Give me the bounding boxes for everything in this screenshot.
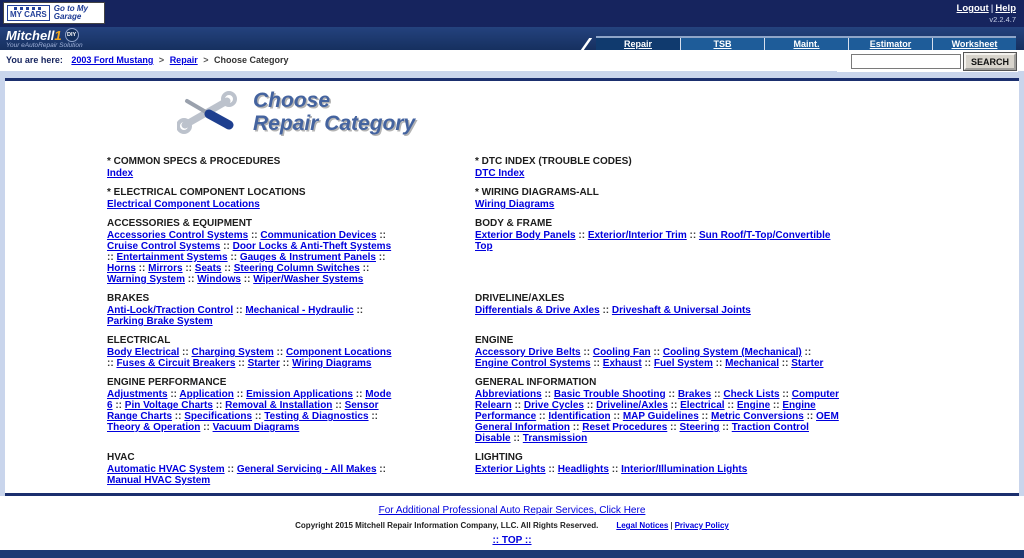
nav-tabs-wrap <box>578 36 1016 50</box>
link-separator: :: <box>590 358 603 369</box>
category-section <box>475 293 847 335</box>
link-separator: :: <box>221 263 234 274</box>
category-link[interactable]: Differentials & Drive Axles <box>475 305 600 316</box>
search-input[interactable] <box>851 54 961 69</box>
link-separator: :: <box>665 389 678 400</box>
category-link[interactable]: Application <box>179 389 234 400</box>
category-section <box>475 452 847 494</box>
top-links-separator: | <box>990 3 994 14</box>
footer-links-separator: | <box>670 521 673 530</box>
breadcrumb-prefix: You are here: <box>6 55 63 65</box>
link-separator: :: <box>279 358 293 369</box>
category-link[interactable]: Check Lists <box>723 389 780 400</box>
category-link[interactable]: Warning System <box>107 274 185 285</box>
category-link[interactable]: Reset Procedures <box>582 422 668 433</box>
nav-tabs <box>596 36 1016 50</box>
category-section <box>107 293 475 335</box>
link-separator: :: <box>352 389 366 400</box>
tab-slash-decoration <box>574 38 592 50</box>
category-section <box>475 377 847 452</box>
category-heading: HVAC <box>107 452 135 463</box>
category-links <box>107 347 397 369</box>
link-separator: :: <box>712 358 726 369</box>
category-link[interactable]: Identification <box>548 411 611 422</box>
link-separator: :: <box>252 411 265 422</box>
category-link[interactable]: Driveshaft & Universal Joints <box>611 305 751 316</box>
category-section <box>107 187 475 218</box>
category-link[interactable]: Communication Devices <box>260 230 377 241</box>
category-row <box>107 218 847 293</box>
page-title-line1: Choose <box>253 89 331 112</box>
link-separator: :: <box>332 400 345 411</box>
link-separator: :: <box>608 464 622 475</box>
link-separator: :: <box>107 358 117 369</box>
link-separator: :: <box>233 305 246 316</box>
category-link[interactable]: Accessories Control Systems <box>107 230 249 241</box>
category-heading: BODY & FRAME <box>475 218 553 229</box>
link-separator: :: <box>610 411 623 422</box>
category-links <box>107 230 397 285</box>
link-separator: :: <box>650 347 663 358</box>
link-separator: :: <box>667 400 681 411</box>
search-box <box>837 51 1018 72</box>
category-link[interactable]: Charging System <box>191 347 274 358</box>
category-link[interactable]: Starter <box>791 358 824 369</box>
category-link[interactable]: Driveline/Axles <box>596 400 668 411</box>
category-link[interactable]: Vacuum Diagrams <box>212 422 300 433</box>
category-link[interactable]: Specifications <box>184 411 253 422</box>
link-separator: :: <box>224 464 237 475</box>
category-link[interactable]: Horns <box>107 263 136 274</box>
category-heading: * COMMON SPECS & PROCEDURES <box>107 156 281 167</box>
category-links <box>475 347 847 369</box>
category-link[interactable]: Computer Relearn <box>475 389 839 411</box>
category-link[interactable]: Headlights <box>557 464 609 475</box>
link-separator: :: <box>184 274 198 285</box>
category-links <box>475 305 847 316</box>
breadcrumb-current-page: Choose Category <box>214 55 289 65</box>
link-separator: :: <box>779 389 792 400</box>
category-link[interactable]: Electrical <box>680 400 725 411</box>
category-table <box>107 156 847 496</box>
tab-maint[interactable]: Maint. <box>764 38 848 50</box>
category-row <box>107 156 847 187</box>
link-separator: :: <box>182 263 195 274</box>
mitchell1-logo[interactable] <box>6 28 83 49</box>
breadcrumb-separator: > <box>203 55 209 65</box>
help-link[interactable]: Help <box>995 3 1016 14</box>
category-link[interactable]: Cooling System (Mechanical) <box>662 347 802 358</box>
category-link[interactable]: Body Electrical <box>107 347 180 358</box>
link-separator: :: <box>801 347 812 358</box>
category-link[interactable]: Abbreviations <box>475 389 542 400</box>
category-row <box>107 187 847 218</box>
link-separator: :: <box>167 389 180 400</box>
link-separator: :: <box>711 389 724 400</box>
category-link[interactable]: Accessory Drive Belts <box>475 347 581 358</box>
topbar-right <box>957 0 1024 24</box>
category-link[interactable]: Pin Voltage Charts <box>124 400 213 411</box>
category-heading: BRAKES <box>107 293 150 304</box>
category-heading: ENGINE PERFORMANCE <box>107 377 227 388</box>
link-separator: :: <box>686 230 699 241</box>
category-link[interactable]: General Servicing - All Makes <box>236 464 377 475</box>
category-link[interactable]: Mode 6 <box>107 389 392 411</box>
category-link[interactable]: Engine Control Systems <box>475 358 591 369</box>
category-link[interactable]: Transmission <box>522 433 588 444</box>
tab-estimator[interactable]: Estimator <box>848 38 932 50</box>
category-link[interactable]: Door Locks & Anti-Theft Systems <box>232 241 392 252</box>
page-header <box>177 89 1019 140</box>
category-link[interactable]: Theory & Operation <box>107 422 201 433</box>
category-table-body <box>107 156 847 496</box>
my-cars-plate-icon <box>7 5 50 21</box>
category-link[interactable]: Steering <box>679 422 720 433</box>
category-link[interactable]: Mechanical <box>725 358 779 369</box>
link-separator: :: <box>353 305 364 316</box>
breadcrumb-repair-link[interactable]: Repair <box>169 55 198 65</box>
category-link[interactable]: Emission Applications <box>246 389 353 400</box>
category-section <box>475 218 847 293</box>
link-separator: :: <box>770 400 783 411</box>
link-separator: :: <box>667 422 680 433</box>
category-links <box>475 168 847 179</box>
link-separator: :: <box>570 422 583 433</box>
link-separator: :: <box>698 411 711 422</box>
category-heading: * WIRING DIAGRAMS-ALL <box>475 187 599 198</box>
category-link[interactable]: DTC Index <box>475 168 525 179</box>
link-separator: :: <box>541 389 554 400</box>
category-link[interactable]: Traction Control Disable <box>475 422 809 444</box>
category-link[interactable]: Cruise Control Systems <box>107 241 221 252</box>
crossed-tools-icon <box>177 89 239 140</box>
category-link[interactable]: Sun Roof/T-Top/Convertible Top <box>475 230 831 252</box>
category-link[interactable]: Adjustments <box>107 389 168 400</box>
legal-notices-link[interactable]: Legal Notices <box>616 521 669 530</box>
bottom-bar <box>0 550 1024 558</box>
link-separator: :: <box>580 347 593 358</box>
category-link[interactable]: Wiring Diagrams <box>475 199 555 210</box>
category-link[interactable]: Basic Trouble Shooting <box>553 389 666 400</box>
category-links <box>475 389 847 444</box>
category-links <box>475 199 847 210</box>
link-separator: :: <box>599 305 612 316</box>
category-links <box>107 305 397 327</box>
category-links <box>107 199 397 210</box>
link-separator: :: <box>112 400 125 411</box>
category-link[interactable]: Fuses & Circuit Breakers <box>116 358 236 369</box>
category-link[interactable]: Engine <box>736 400 771 411</box>
top-link[interactable]: :: TOP :: <box>492 535 532 546</box>
link-separator: :: <box>803 411 817 422</box>
category-section <box>107 452 475 494</box>
category-link[interactable]: Starter <box>247 358 280 369</box>
category-link[interactable]: Interior/Illumination Lights <box>621 464 748 475</box>
search-button[interactable]: SEARCH <box>964 53 1016 70</box>
category-link[interactable]: MAP Guidelines <box>622 411 699 422</box>
link-separator: :: <box>510 433 523 444</box>
link-separator: :: <box>368 411 378 422</box>
category-link[interactable]: Wiper/Washer Systems <box>253 274 364 285</box>
category-link[interactable]: Exterior/Interior Trim <box>587 230 687 241</box>
link-separator: :: <box>172 411 185 422</box>
brand-name: Mitchell1 <box>6 27 62 43</box>
link-separator: :: <box>248 230 261 241</box>
category-section <box>475 335 847 377</box>
link-separator: :: <box>511 400 524 411</box>
link-separator: :: <box>273 347 286 358</box>
category-link[interactable]: Component Locations <box>285 347 392 358</box>
category-link[interactable]: Testing & Diagnostics <box>264 411 369 422</box>
category-row <box>107 377 847 452</box>
go-to-my-garage-label: Go to My Garage <box>53 3 88 21</box>
category-link[interactable]: Exterior Lights <box>475 464 546 475</box>
category-link[interactable]: Steering Column Switches <box>233 263 360 274</box>
category-heading: ELECTRICAL <box>107 335 171 346</box>
category-heading: GENERAL INFORMATION <box>475 377 597 388</box>
category-link[interactable]: Cooling Fan <box>592 347 651 358</box>
link-separator: :: <box>200 422 213 433</box>
link-separator: :: <box>135 263 149 274</box>
diy-badge: DIY <box>65 28 79 42</box>
category-link[interactable]: Sensor Range Charts <box>107 400 379 422</box>
category-section <box>107 377 475 452</box>
category-link[interactable]: Parking Brake System <box>107 316 213 327</box>
link-separator: :: <box>220 241 233 252</box>
category-link[interactable]: Engine Performance <box>475 400 816 422</box>
category-link[interactable]: Removal & Installation <box>225 400 333 411</box>
link-separator: :: <box>536 411 549 422</box>
top-bar <box>0 0 1024 27</box>
link-separator: :: <box>376 464 386 475</box>
category-link[interactable]: Mirrors <box>148 263 183 274</box>
go-to-my-garage-button[interactable] <box>3 2 105 24</box>
logout-link[interactable]: Logout <box>956 3 989 14</box>
category-links <box>107 464 397 486</box>
category-link[interactable]: Manual HVAC System <box>107 475 211 486</box>
main-panel <box>5 78 1019 496</box>
category-link[interactable]: OEM General Information <box>475 411 839 433</box>
brand-tagline: Your eAutoRepair Solution <box>6 42 83 49</box>
link-separator: :: <box>375 252 386 263</box>
category-link[interactable]: Wiring Diagrams <box>292 358 372 369</box>
category-links <box>475 464 847 475</box>
link-separator: :: <box>719 422 732 433</box>
category-heading: DRIVELINE/AXLES <box>475 293 565 304</box>
link-separator: :: <box>107 252 117 263</box>
link-separator: :: <box>227 252 240 263</box>
version-label: v2.2.4.7 <box>989 15 1016 24</box>
category-link[interactable]: Metric Conversions <box>710 411 804 422</box>
privacy-policy-link[interactable]: Privacy Policy <box>674 521 729 530</box>
category-links <box>475 230 847 252</box>
link-separator: :: <box>233 389 247 400</box>
category-heading: * DTC INDEX (TROUBLE CODES) <box>475 156 632 167</box>
page-title <box>253 89 415 135</box>
category-heading: * ELECTRICAL COMPONENT LOCATIONS <box>107 187 306 198</box>
link-separator: :: <box>212 400 226 411</box>
link-separator: :: <box>724 400 737 411</box>
logo-bar <box>0 27 1024 50</box>
category-heading: ENGINE <box>475 335 514 346</box>
category-row <box>107 293 847 335</box>
category-link[interactable]: Brakes <box>677 389 712 400</box>
category-section <box>475 156 847 187</box>
category-row <box>107 335 847 377</box>
footer <box>0 496 1024 550</box>
category-links <box>107 389 397 433</box>
category-section <box>107 335 475 377</box>
category-link[interactable]: Seats <box>194 263 222 274</box>
tab-repair[interactable]: Repair <box>596 38 680 50</box>
link-separator: :: <box>359 263 370 274</box>
category-heading: ACCESSORIES & EQUIPMENT <box>107 218 253 229</box>
additional-services-link[interactable]: For Additional Professional Auto Repair Services, Click Here <box>378 505 646 516</box>
category-link[interactable]: Fuel System <box>653 358 713 369</box>
link-separator: :: <box>179 347 192 358</box>
link-separator: :: <box>545 464 558 475</box>
category-row <box>107 452 847 494</box>
link-separator: :: <box>583 400 597 411</box>
category-link[interactable]: Electrical Component Locations <box>107 199 260 210</box>
category-link[interactable]: Gauges & Instrument Panels <box>239 252 376 263</box>
category-link[interactable]: Index <box>107 168 134 179</box>
category-link[interactable]: Windows <box>197 274 241 285</box>
copyright-text: Copyright 2015 Mitchell Repair Information Company, LLC. All Rights Reserved. <box>295 521 599 530</box>
category-link[interactable]: Drive Cycles <box>523 400 584 411</box>
category-link[interactable]: Exhaust <box>602 358 642 369</box>
category-heading: LIGHTING <box>475 452 523 463</box>
link-separator: :: <box>376 230 386 241</box>
tab-worksheet[interactable]: Worksheet <box>932 38 1016 50</box>
link-separator: :: <box>575 230 588 241</box>
breadcrumb-separator: > <box>158 55 165 65</box>
category-section <box>475 187 847 218</box>
category-link[interactable]: Automatic HVAC System <box>107 464 225 475</box>
link-separator: :: <box>641 358 654 369</box>
breadcrumb-vehicle-link[interactable]: 2003 Ford Mustang <box>71 55 154 65</box>
category-section <box>107 218 475 293</box>
category-link[interactable]: Mechanical - Hydraulic <box>245 305 354 316</box>
category-link[interactable]: Anti-Lock/Traction Control <box>107 305 234 316</box>
category-link[interactable]: Exterior Body Panels <box>475 230 576 241</box>
breadcrumb-row <box>0 50 1024 71</box>
category-links <box>107 168 397 179</box>
link-separator: :: <box>778 358 792 369</box>
page-title-line2: Repair Category <box>253 112 416 135</box>
category-section <box>107 156 475 187</box>
category-link[interactable]: Entertainment Systems <box>116 252 228 263</box>
my-cars-plate-label: MY CARS <box>10 10 47 19</box>
link-separator: :: <box>241 274 254 285</box>
link-separator: :: <box>235 358 248 369</box>
page-background <box>0 71 1024 496</box>
tab-tsb[interactable]: TSB <box>680 38 764 50</box>
